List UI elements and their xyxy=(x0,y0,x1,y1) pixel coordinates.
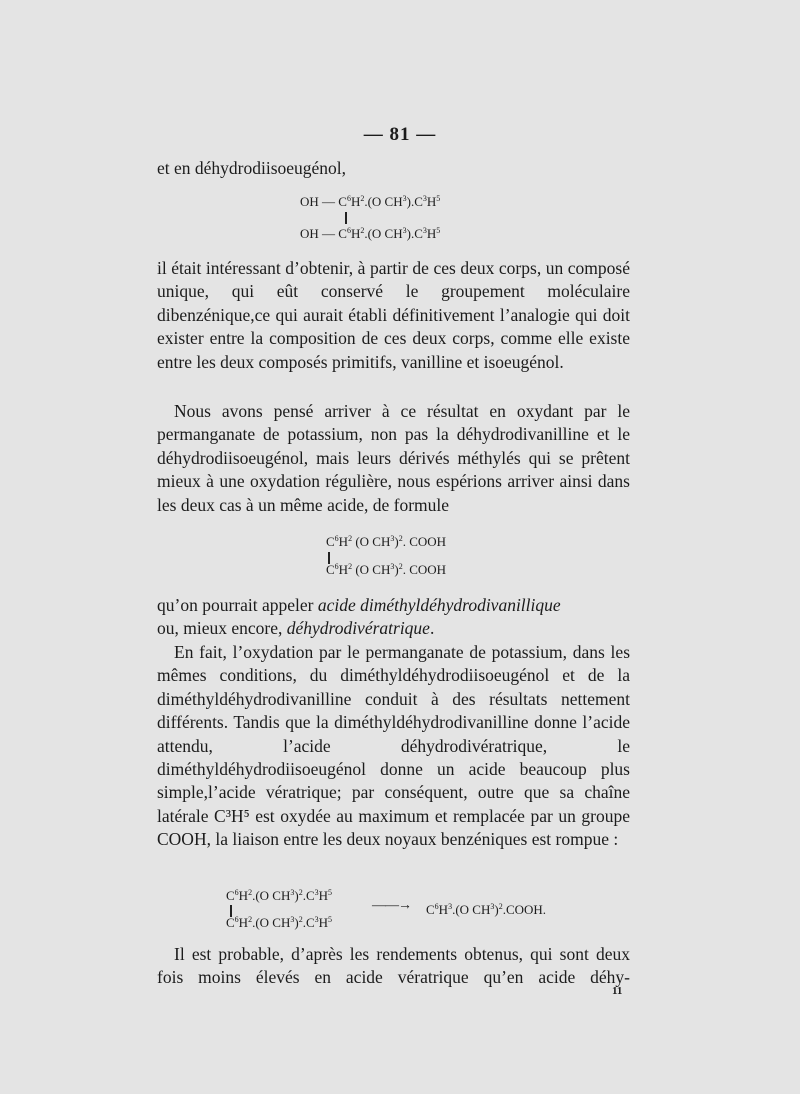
paragraph-2: Nous avons pensé arriver à ce résultat en oxydant par le permanganate de potassium, non pas la déhydrodivanilline et le déhydrodiisoeugénol, mais leurs dérivés méthylés qui se prêtent mieux à une oxydation régulière, nous espérions arriver ainsi dans les deux cas à un même acide, de formule xyxy=(157,401,630,515)
signature-mark: 11 xyxy=(612,985,623,997)
paragraph-1: il était intéressant d’obtenir, à partir de ces deux corps, un composé unique, qui eût conservé le groupement moléculaire dibenzénique,ce qui aurait établi définitivement l’analogie qui doit exister entre la composition de ces deux corps, comme elle existe entre les deux composés primitifs, vanilline et isoeugénol. xyxy=(157,258,630,372)
reaction-arrow: ——→ xyxy=(372,898,411,913)
paragraph-5: Il est probable, d’après les rendements obtenus, qui sont deux fois moins élevés en acide vératrique qu’en acide déhy- xyxy=(157,944,630,988)
formula-2-line-2: $C^6H^2$ (O $CH^3)^2$. COOH xyxy=(326,562,447,577)
formula-1-line-2: OH — $C^6H^2.(O$ $CH^3).C^3H^5$ xyxy=(300,226,441,241)
formula-3-product: $C^6H^3.(O$ $CH^3)^2.COOH$. xyxy=(426,902,547,917)
formula-2-line-1: $C^6H^2$ (O $CH^3)^2$. COOH xyxy=(326,534,447,549)
intro-line: et en déhydrodiisoeugénol, xyxy=(157,158,347,178)
page-number: — 81 — xyxy=(363,124,437,145)
paragraph-3: qu’on pourrait appeler acide diméthyldéhydrodivanillique ou, mieux encore, déhydrodivératrique. xyxy=(157,595,561,639)
formula-3-line-1: $C^6H^2.(O$ $CH^3)^2.C^3H^5$ xyxy=(226,888,332,903)
paragraph-4: En fait, l’oxydation par le permanganate de potassium, dans les mêmes conditions, du diméthyldéhydrodiisoeugénol et de la diméthyldéhydrodivanilline conduit à des résultats nettement différents. Tandis que la diméthyldéhydrodivanilline donne l’acide attendu, l’acide déhydrodivératrique, le diméthyldéhydrodiisoeugénol donne un acide beaucoup plus simple,l’acide vératrique; par conséquent, outre que sa chaîne latérale C³H⁵ est oxydée au maximum et remplacée par un groupe COOH, la liaison entre les deux noyaux benzéniques est rompue : xyxy=(157,642,630,850)
formula-1-line-1: OH — $C^6H^2.(O$ $CH^3).C^3H^5$ xyxy=(300,194,441,209)
formula-3-line-2: $C^6H^2.(O$ $CH^3)^2.C^3H^5$ xyxy=(226,915,332,930)
